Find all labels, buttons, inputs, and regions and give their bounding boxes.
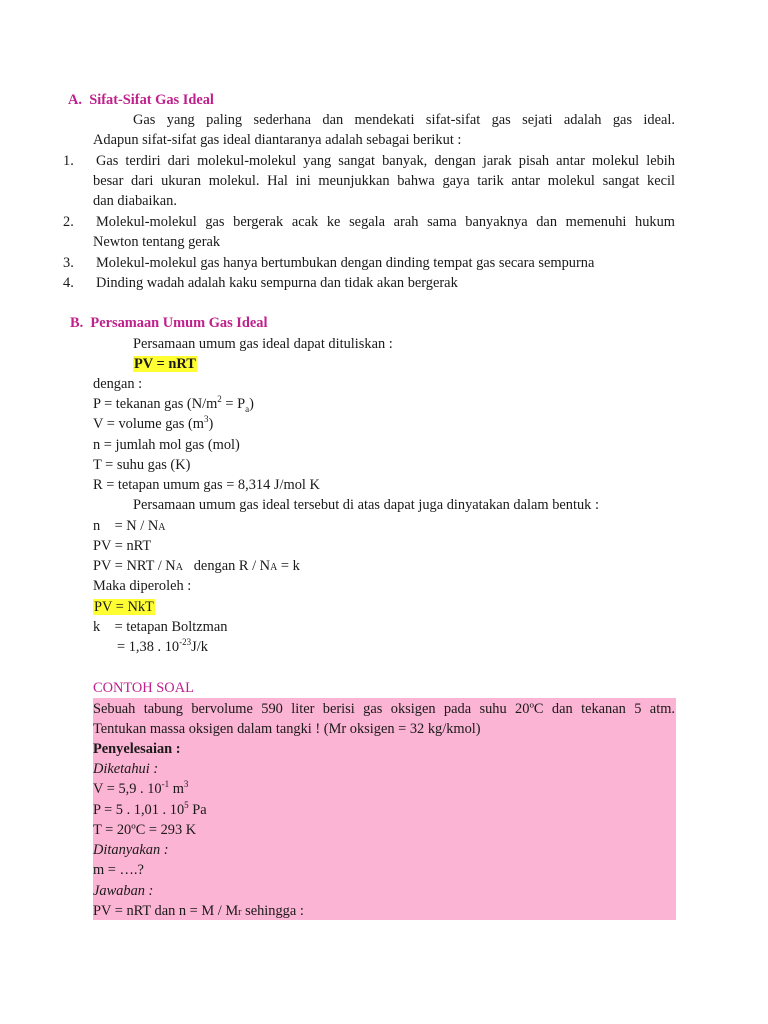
list-item-1-line1: Gas terdiri dari molekul-molekul yang sangat banyak, dengan jarak pisah antar molekul lebih <box>96 153 675 169</box>
formula-highlight: PV = nRT <box>134 356 196 372</box>
list-number: 3. <box>63 255 74 271</box>
asked-mass: m = ….? <box>93 862 144 878</box>
boltzmann-definition: k = tetapan Boltzman <box>93 619 228 635</box>
gas-constant-definition: R = tetapan umum gas = 8,314 J/mol K <box>93 477 320 493</box>
formula2-highlight: PV = NkT <box>94 599 154 615</box>
dengan-label: dengan : <box>93 376 143 392</box>
section-b-intro: Persamaan umum gas ideal dapat dituliskan : <box>133 336 393 352</box>
section-a-intro-line2: Adapun sifat-sifat gas ideal diantaranya adalah sebagai berikut : <box>93 132 462 148</box>
example-question-line2: Tentukan massa oksigen dalam tangki ! (Mr oksigen = 32 kg/kmol) <box>93 721 481 737</box>
temperature-definition: T = suhu gas (K) <box>93 457 191 473</box>
known-pressure: P = 5 . 1,01 . $10^5$ Pa <box>93 800 207 818</box>
known-label: Diketahui : <box>93 761 159 777</box>
example-title: CONTOH SOAL <box>93 680 194 696</box>
list-item-1-line2: besar dari ukuran molekul. Hal ini meunjukkan bahwa gaya tarik antar molekul sangat kecil <box>93 173 675 189</box>
known-temperature: T = 20ºC = 293 K <box>93 822 197 838</box>
section-a-heading <box>68 90 650 110</box>
list-item-4-line1: Dinding wadah adalah kaku sempurna dan tidak akan bergerak <box>96 275 458 291</box>
section-b-title: Persamaan Umum Gas Ideal <box>90 315 268 331</box>
list-number: 2. <box>63 214 74 230</box>
maka-label: Maka diperoleh : <box>93 578 192 594</box>
boltzmann-value: = 1,38 . $10^{-23}J/k$ <box>117 637 208 655</box>
equation-n: n = N / NA <box>93 518 166 534</box>
answer-label: Jawaban : <box>93 883 154 899</box>
asked-label: Ditanyakan : <box>93 842 169 858</box>
alternate-form-intro: Persamaan umum gas ideal tersebut di atas dapat juga dinyatakan dalam bentuk : <box>133 497 599 513</box>
section-b-heading <box>70 313 652 333</box>
list-item-2-line1: Molekul-molekul gas bergerak acak ke segala arah sama banyaknya dan memenuhi hukum <box>96 214 675 230</box>
section-a-marker: A. <box>68 92 82 108</box>
list-number: 4. <box>63 275 74 291</box>
known-volume: V = 5,9 . $10^{-1}$ $m^3$ <box>93 779 189 797</box>
list-item-3-line1: Molekul-molekul gas hanya bertumbukan dengan dinding tempat gas secara sempurna <box>96 255 595 271</box>
section-b-marker: B. <box>70 315 84 331</box>
section-a-title: Sifat-Sifat Gas Ideal <box>89 92 214 108</box>
volume-definition: V = volume gas $(m^3)$ <box>93 414 214 432</box>
equation-substitution: PV = NRT / NA dengan R / NA = k <box>93 558 300 574</box>
list-item-2-line2: Newton tentang gerak <box>93 234 221 250</box>
solution-label: Penyelesaian : <box>93 741 181 757</box>
formula-row <box>133 354 675 374</box>
list-number: 1. <box>63 153 74 169</box>
equation-pv: PV = nRT <box>93 538 152 554</box>
pressure-definition: P = tekanan gas $(N/m^2 = P_a)$ <box>93 394 254 414</box>
mol-definition: n = jumlah mol gas (mol) <box>93 437 240 453</box>
formula2-row <box>93 597 675 617</box>
list-item-1-line3: dan diabaikan. <box>93 193 177 209</box>
example-question-line1: Sebuah tabung bervolume 590 liter berisi gas oksigen pada suhu 20ºC dan tekanan 5 atm. <box>93 701 675 717</box>
section-a-intro-line1: Gas yang paling sederhana dan mendekati sifat-sifat gas sejati adalah gas ideal. <box>133 112 675 128</box>
answer-equation: PV = nRT dan n = M / Mr sehingga : <box>93 903 304 919</box>
